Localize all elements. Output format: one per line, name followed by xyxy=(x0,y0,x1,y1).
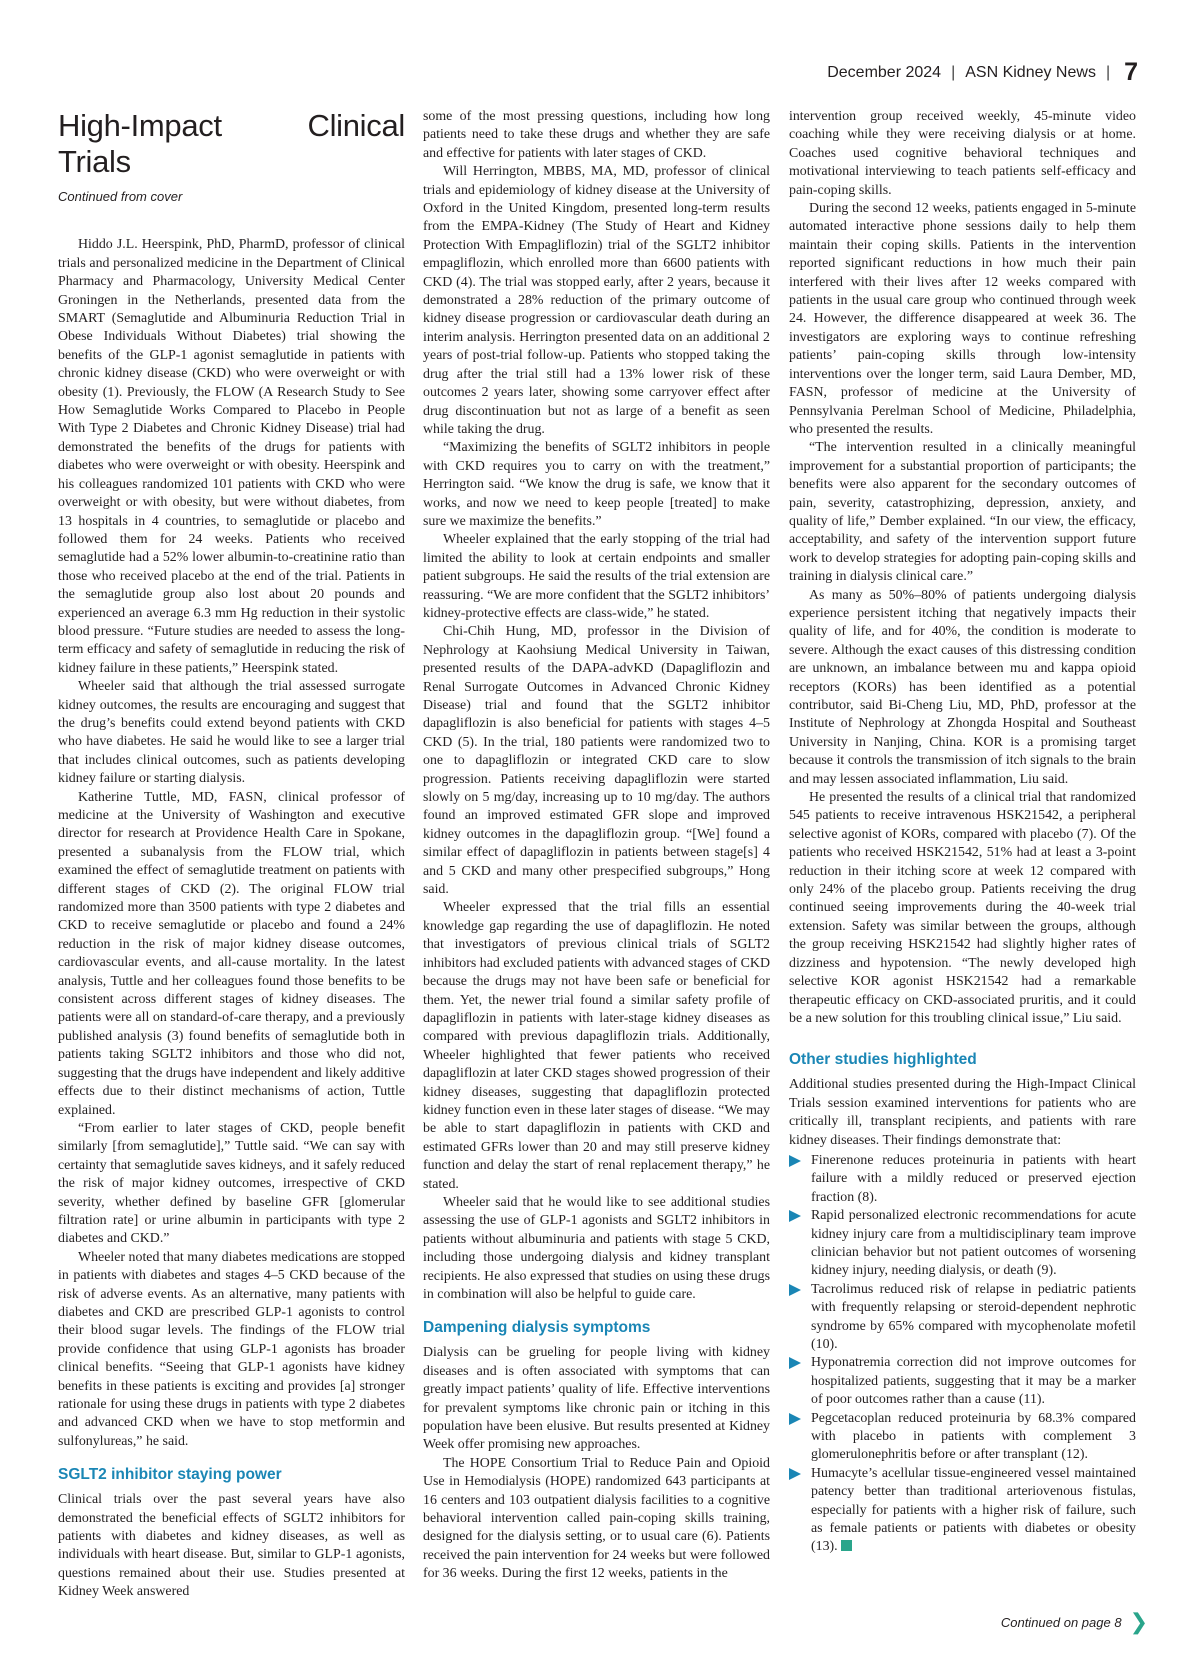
list-item: Rapid personalized electronic recommendations for acute kidney injury care from a multidisciplinary team improve clinician behavior but not patient outcomes of worsening kidney injury, needing dialysis, or death (9). xyxy=(789,1207,1136,1281)
arrow-bullet-icon xyxy=(789,1357,801,1369)
page-header xyxy=(827,58,1138,87)
arrow-bullet-icon xyxy=(789,1468,801,1480)
paragraph: Chi-Chih Hung, MD, professor in the Division of Nephrology at Kaohsiung Medical University in Taiwan, presented results of the DAPA-advKD (Dapagliflozin and Renal Surrogate Outcomes in Advanced Chronic Kidney Disease) trial and found that the SGLT2 inhibitor dapagliflozin is also beneficial for patients with stages 4–5 CKD (5). In the trial, 180 patients were randomized two to one to dapagliflozin or integrated CKD care to slow progression. Patients receiving dapagliflozin were started slowly on 5 mg/day, increasing up to 10 mg/day. The authors found an improved estimated GFR slope and improved kidney outcomes in the dapagliflozin group. “[We] found a similar effect of dapagliflozin in patients between stage[s] 4 and 5 CKD and many other prespecified subgroups,” Hong said. xyxy=(423,624,770,898)
list-item: Tacrolimus reduced risk of relapse in pediatric patients with frequently relapsing or steroid-dependent nephrotic syndrome by 65% compared with mycophenolate mofetil (10). xyxy=(789,1281,1136,1355)
page-number: 7 xyxy=(1124,58,1138,86)
paragraph: As many as 50%–80% of patients undergoing dialysis experience persistent itching that negatively impacts their quality of life, and for 40%, the condition is moderate to severe. Although the exact causes of this distressing condition are unknown, an imbalance between mu and kappa opioid receptors (KORs) has been identified as a potential contributor, said Bi-Cheng Liu, MD, PhD, professor at the Institute of Nephrology at Zhongda Hospital and Southeast University in Nanjing, China. KOR is a promising target because it controls the transmission of itch signals to the brain and may lessen associated inflammation, Liu said. xyxy=(789,587,1136,787)
paragraph: “The intervention resulted in a clinically meaningful improvement for a substantial proportion of participants; the benefits were also apparent for the secondary outcomes of pain, severity, catastrophizing, depression, anxiety, and quality of life,” Dember explained. “In our view, the efficacy, acceptability, and safety of the intervention support future work to develop strategies for adopting pain-coping skills and training in dialysis clinical care.” xyxy=(789,440,1136,585)
paragraph: Katherine Tuttle, MD, FASN, clinical professor of medicine at the University of Washington and executive director for research at Providence Health Care in Spokane, presented a subanalysis from the FLOW trial, which examined the effect of semaglutide treatment on patients with different stages of CKD (2). The original FLOW trial randomized more than 3500 patients with type 2 diabetes and CKD to receive semaglutide or placebo and found a 24% reduction in the risk of major kidney disease outcomes, cardiovascular events, and all-cause mortality. In the latest analysis, Tuttle and her colleagues found those benefits to be consistent across different stages of kidney diseases. The patients were all on standard-of-care therapy, and a previously published analysis (3) found benefits of semaglutide both in patients taking SGLT2 inhibitors and those who did not, suggesting that the drugs have independent and likely additive effects due to their distinct mechanisms of action, Tuttle explained. xyxy=(58,789,405,1118)
findings-list xyxy=(789,1152,1136,1557)
paragraph: Dialysis can be grueling for people living with kidney diseases and is often associated with symptoms that can greatly impact patients’ quality of life. Effective interventions for prevalent symptoms like chronic pain or itching in this population have been elusive. But results presented at Kidney Week offer promising new approaches. xyxy=(423,1345,770,1453)
paragraph: During the second 12 weeks, patients engaged in 5-minute automated interactive phone sessions daily to help them maintain their coping skills. Patients in the intervention reported significant reductions in how much their pain interfered with their lives after 12 weeks compared with patients in the usual care group who continued through week 24. However, the difference disappeared at week 36. The investigators are exploring ways to continue refreshing patients’ pain-coping skills through low-intensity interventions over the longer term, said Laura Dember, MD, FASN, professor of medicine at the University of Pennsylvania Perelman School of Medicine, Philadelphia, who presented the results. xyxy=(789,201,1136,437)
paragraph: “Maximizing the benefits of SGLT2 inhibitors in people with CKD requires you to carry on with the treatment,” Herrington said. “We know the drug is safe, we know that it works, and now we need to keep people [treated] to make sure we maximize the benefits.” xyxy=(423,440,770,529)
paragraph: The HOPE Consortium Trial to Reduce Pain and Opioid Use in Hemodialysis (HOPE) randomized 643 participants at 16 centers and 103 outpatient dialysis facilities to a cognitive behavioral intervention called pain-coping skills training, designed for the dialysis setting, or to usual care (6). Patients received the pain intervention for 24 weeks but were followed for 36 weeks. During the first 12 weeks, patients in the xyxy=(423,1455,770,1582)
arrow-bullet-icon xyxy=(789,1210,801,1222)
paragraph: Hiddo J.L. Heerspink, PhD, PharmD, professor of clinical trials and personalized medicine in the Department of Clinical Pharmacy and Pharmacology, University Medical Center Groningen in the Netherlands, presented data from the SMART (Semaglutide and Albuminuria Reduction Trial in Obese Individuals Without Diabetes) trial showing the benefits of the GLP-1 agonist semaglutide in patients with chronic kidney disease (CKD) who were overweight or with obesity (1). Previously, the FLOW (A Research Study to See How Semaglutide Works Compared to Placebo in People With Type 2 Diabetes and Chronic Kidney Disease) trial had demonstrated the benefits of the drugs for patients with diabetes who were overweight or with obesity. Heerspink and his colleagues randomized 101 patients with CKD who were overweight or with obesity, but were without diabetes, from 13 hospitals in 4 countries, to semaglutide or placebo and followed them for 24 weeks. Patients who received semaglutide had a 52% lower albumin-to-creatinine ratio than those who received placebo at the end of the trial. Patients in the semaglutide group also lost about 20 pounds and experienced an average 6.3 mm Hg reduction in their systolic blood pressure. “Future studies are needed to assess the long-term efficacy and safety of semaglutide in reducing the risk of kidney failure in these patients,” Heerspink stated. xyxy=(58,237,405,676)
continued-from-note: Continued from cover xyxy=(58,189,183,204)
arrow-bullet-icon xyxy=(789,1284,801,1296)
header-separator: | xyxy=(951,63,956,81)
paragraph: intervention group received weekly, 45-minute video coaching while they were receiving dialysis or at home. Coaches used cognitive behavioral techniques and motivational interviewing to teach patients self-efficacy and pain-coping skills. xyxy=(789,109,1136,198)
list-item: Hyponatremia correction did not improve outcomes for hospitalized patients, suggesting that it may be a marker of poor outcomes rather than a cause (11). xyxy=(789,1354,1136,1409)
column-1 xyxy=(58,108,405,1602)
column-2 xyxy=(423,108,770,1584)
publication-name: ASN Kidney News xyxy=(965,63,1096,81)
paragraph: “From earlier to later stages of CKD, people benefit similarly [from semaglutide],” Tuttle said. “We can say with certainty that semaglutide saves kidneys, and it safely reduced the risk of major kidney outcomes, irrespective of CKD severity, whether defined by baseline GFR [glomerular filtration rate] or urine albumin in participants with type 2 diabetes and CKD.” xyxy=(58,1120,405,1247)
paragraph: Wheeler noted that many diabetes medications are stopped in patients with diabetes and stages 4–5 CKD because of the risk of adverse events. As an alternative, many patients with diabetes and CKD are prescribed GLP-1 agonists to control their blood sugar levels. The findings of the FLOW trial provide confidence that using GLP-1 agonists has broader clinical benefits. “Seeing that GLP-1 agonists have kidney benefits in these patients is exciting and provides [a] stronger rationale for using these drugs in patients with type 2 diabetes and advanced CKD when we have to stop metformin and sulfonylureas,” he said. xyxy=(58,1249,405,1449)
article-title: High-Impact Clinical Trials xyxy=(58,108,405,179)
column-3 xyxy=(789,108,1136,1557)
continued-on-text: Continued on page 8 xyxy=(1000,1614,1122,1630)
arrow-bullet-icon xyxy=(789,1413,801,1425)
end-of-article-mark-icon xyxy=(841,1540,852,1551)
chevron-right-icon: ❯ xyxy=(1129,1609,1148,1634)
paragraph: Wheeler explained that the early stopping of the trial had limited the ability to look at certain endpoints and smaller patient subgroups. He said the results of the trial extension are reassuring. “We are more confident that the SGLT2 inhibitors’ kidney-protective effects are class-wide,” he stated. xyxy=(423,532,770,621)
section-heading-other-studies: Other studies highlighted xyxy=(789,1051,977,1069)
paragraph: Clinical trials over the past several years have also demonstrated the beneficial effects of SGLT2 inhibitors for patients with diabetes and kidney diseases, as well as individuals with heart disease. But, similar to GLP-1 agonists, questions remained about their use. Studies presented at Kidney Week answered xyxy=(58,1492,405,1600)
paragraph: Additional studies presented during the High-Impact Clinical Trials session examined interventions for patients who are critically ill, transplant recipients, and patients with rare kidney diseases. Their findings demonstrate that: xyxy=(789,1077,1136,1148)
arrow-bullet-icon xyxy=(789,1155,801,1167)
paragraph: He presented the results of a clinical trial that randomized 545 patients to receive intravenous HSK21542, a peripheral selective agonist of KORs, compared with placebo (7). Of the patients who received HSK21542, 51% had at least a 3-point reduction in their itching score at week 12 compared with only 24% of the placebo group. Patients receiving the drug continued seeing improvements during the 40-week trial extension. Safety was similar between the groups, although the group receiving HSK21542 had slightly higher rates of dizziness and hypotension. “The newly developed high selective KOR agonist HSK21542 had a remarkable therapeutic efficacy on CKD-associated pruritis, and it could be a new solution for this troubling clinical issue,” Liu said. xyxy=(789,790,1136,1026)
paragraph: Wheeler expressed that the trial fills an essential knowledge gap regarding the use of dapagliflozin. He noted that investigators of previous clinical trials of SGLT2 inhibitors had excluded patients with advanced stages of CKD because the drugs may not have been safe or beneficial for them. Yet, the newer trial found a similar safety profile of dapagliflozin in patients with later-stage kidney diseases as compared with previous dapagliflozin trials. Additionally, Wheeler highlighted that fewer patients who received dapagliflozin at later CKD stages showed progression of their kidney diseases, suggesting that dapagliflozin protected kidney function even in these later stages of disease. “We may be able to start dapagliflozin in patients with CKD and estimated GFRs lower than 20 and may still preserve kidney function and delay the start of renal replacement therapy,” he stated. xyxy=(423,900,770,1192)
list-item: Finerenone reduces proteinuria in patients with heart failure with a mildly reduced or preserved ejection fraction (8). xyxy=(789,1152,1136,1207)
continued-on-note[interactable] xyxy=(1001,1611,1148,1633)
issue-date: December 2024 xyxy=(827,63,942,81)
section-heading-dialysis: Dampening dialysis symptoms xyxy=(423,1319,651,1337)
list-item: Pegcetacoplan reduced proteinuria by 68.3% compared with placebo in patients with complement 3 glomerulonephritis before or after transplant (12). xyxy=(789,1410,1136,1465)
paragraph: Wheeler said that he would like to see additional studies assessing the use of GLP-1 agonists and SGLT2 inhibitors in patients without albuminuria and patients with stage 5 CKD, including those undergoing dialysis and kidney transplant recipients. He also expressed that studies on using these drugs in combination will also be helpful to guide care. xyxy=(423,1194,770,1302)
section-heading-sglt2: SGLT2 inhibitor staying power xyxy=(58,1466,282,1484)
header-separator-2: | xyxy=(1105,63,1111,81)
paragraph: some of the most pressing questions, including how long patients need to take these drugs and whether they are safe and effective for patients with later stages of CKD. xyxy=(423,109,770,161)
paragraph: Wheeler said that although the trial assessed surrogate kidney outcomes, the results are encouraging and suggest that the drug’s benefits could extend beyond patients with CKD who have diabetes. He said he would like to see a larger trial that includes clinical outcomes, such as patients developing kidney failure or starting dialysis. xyxy=(58,679,405,787)
paragraph: Will Herrington, MBBS, MA, MD, professor of clinical trials and epidemiology of kidney disease at the University of Oxford in the United Kingdom, presented long-term results from the EMPA-Kidney (The Study of Heart and Kidney Protection With Empagliflozin) trial of the SGLT2 inhibitor empagliflozin, which enrolled more than 6600 patients with CKD (4). The trial was stopped early, after 2 years, because it demonstrated a 28% reduction of the primary outcome of kidney disease progression or cardiovascular death during an interim analysis. Herrington presented data on an additional 2 years of post-trial follow-up. Patients who stopped taking the drug after the trial still had a 13% lower risk of these outcomes 2 years later, showing some carryover effect after drug discontinuation but not as large of a benefit as seen while taking the drug. xyxy=(423,164,770,437)
list-item: Humacyte’s acellular tissue-engineered vessel maintained patency better than traditional arteriovenous fistulas, especially for patients with a higher risk of failure, such as female patients or patients with diabetes or obesity (13). xyxy=(789,1465,1136,1557)
